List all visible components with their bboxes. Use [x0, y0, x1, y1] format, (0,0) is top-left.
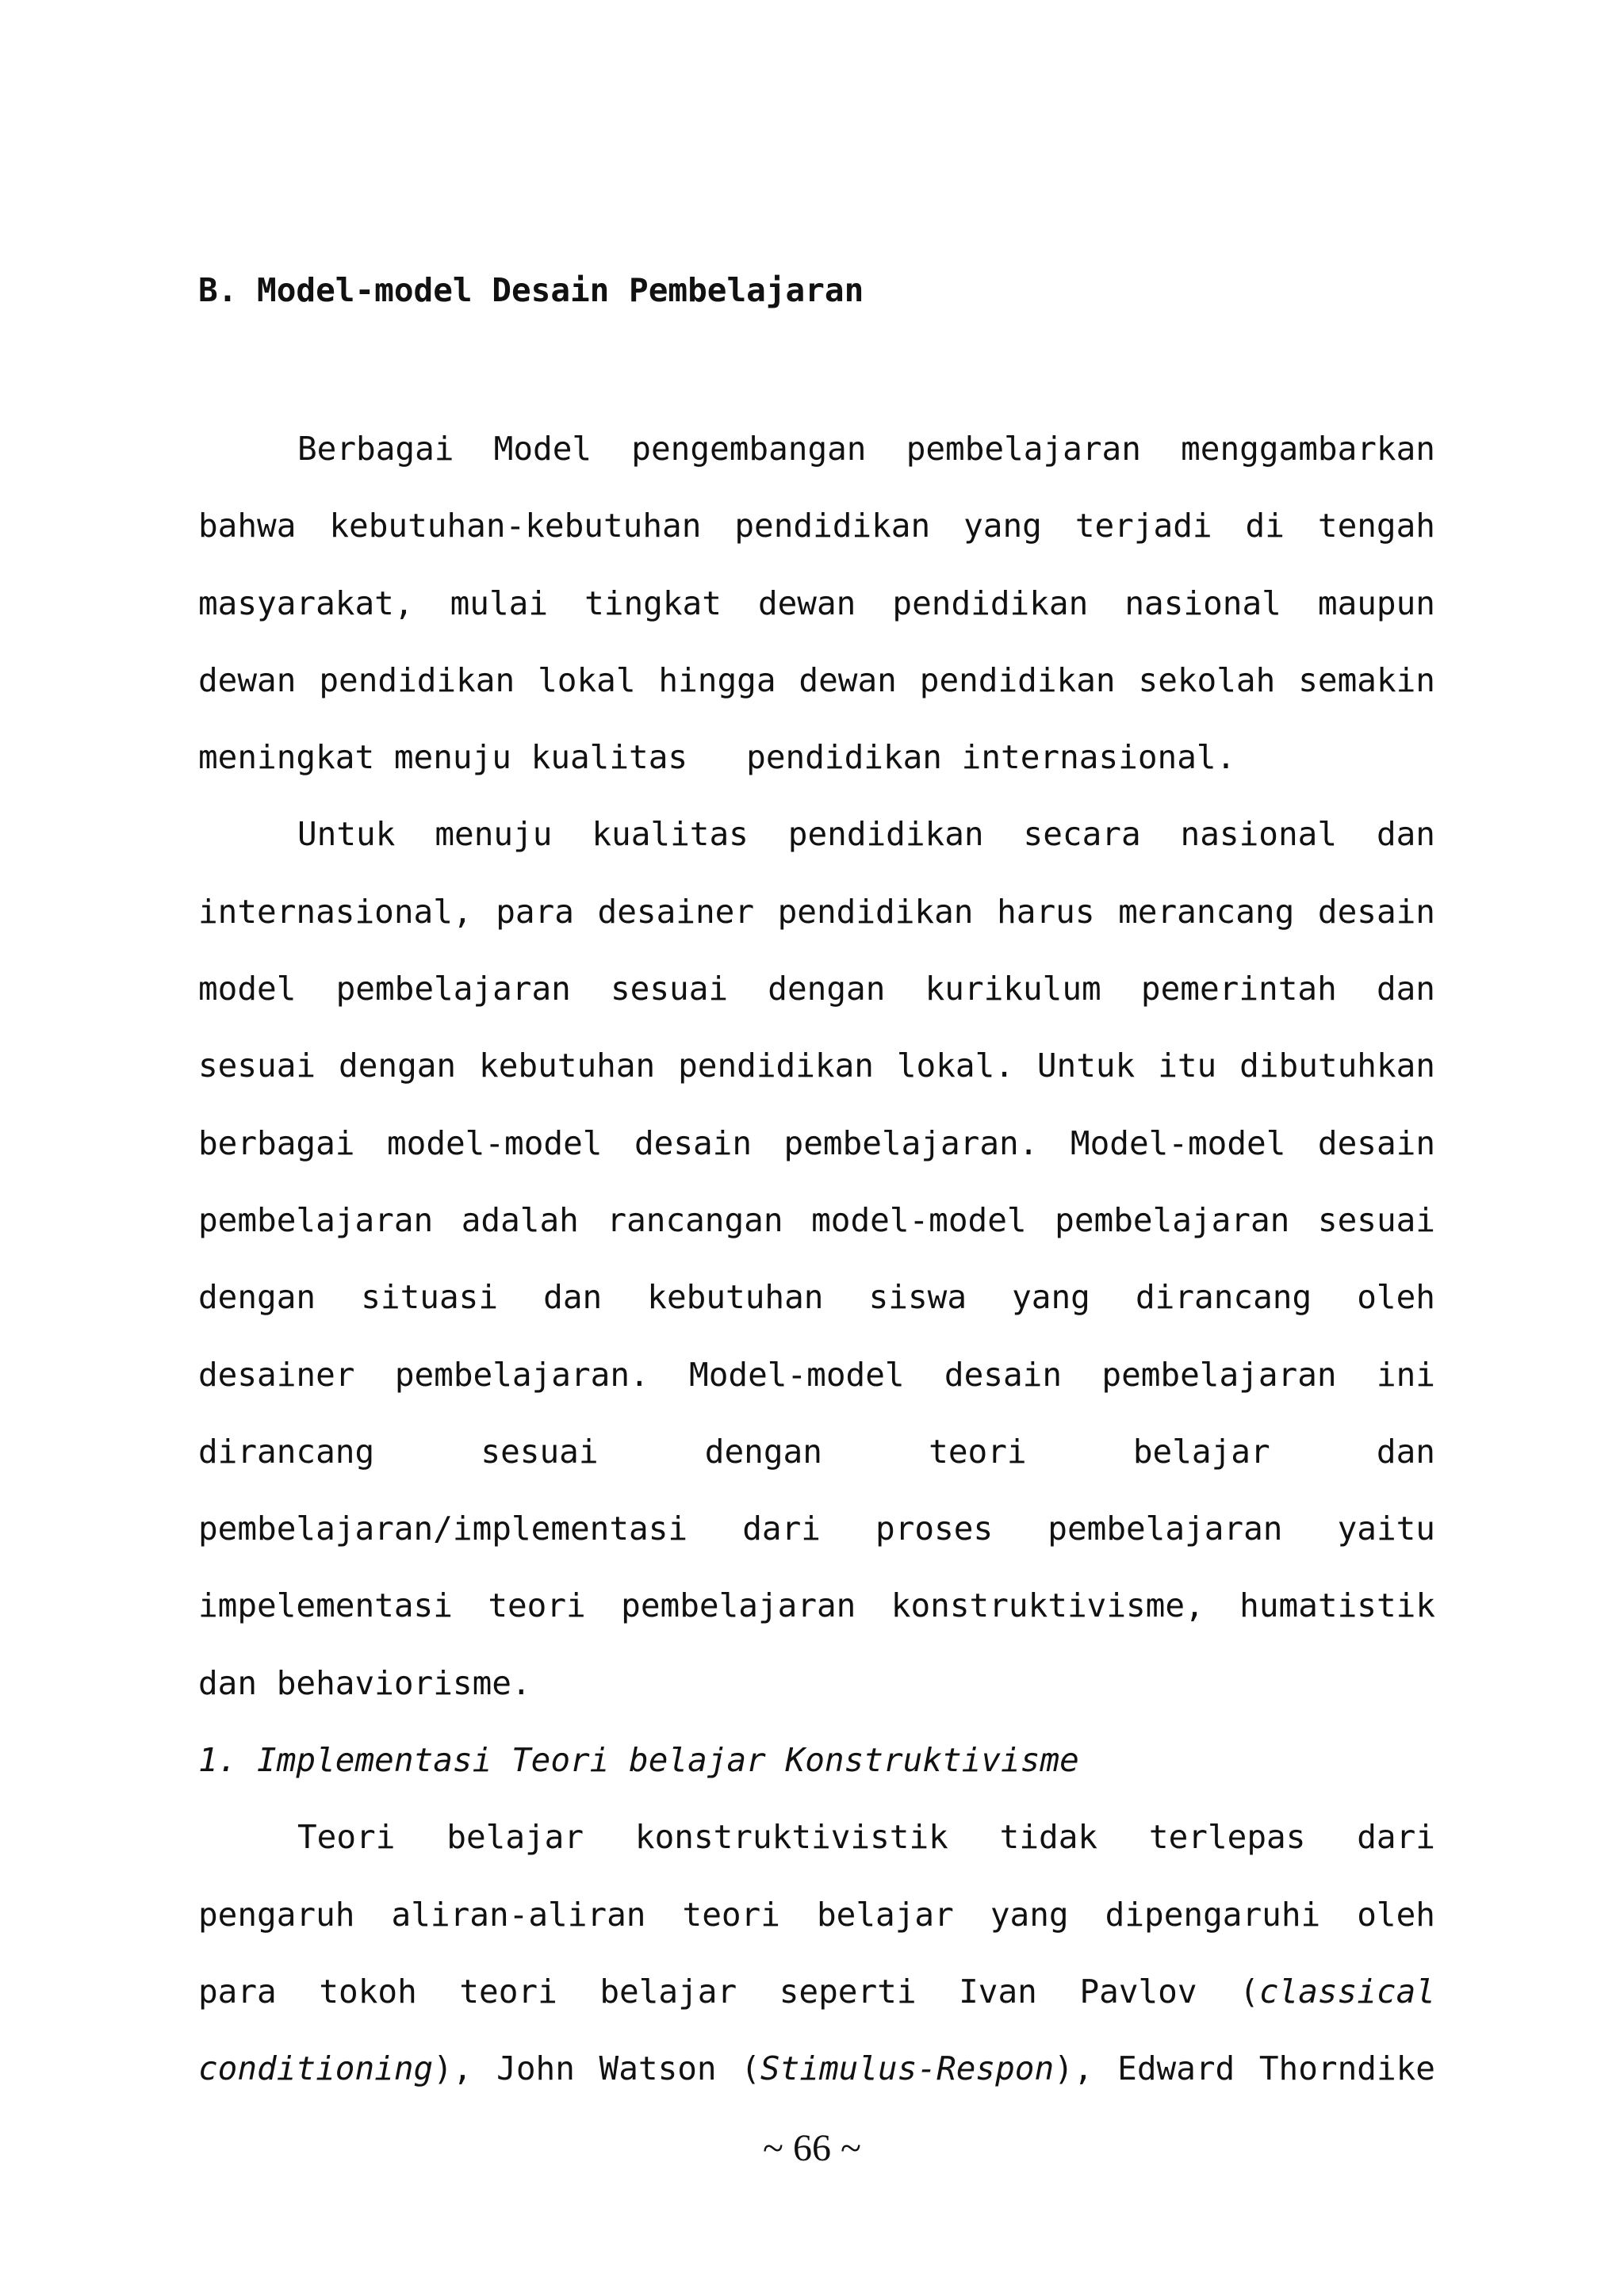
paragraph-line: impelementasi teori pembelajaran konstruktivisme, humatistik	[198, 1586, 1435, 1625]
paragraph-line: dirancang sesuai dengan teori belajar dan	[198, 1432, 1435, 1471]
paragraph-line: para tokoh teori belajar seperti Ivan Pavlov (classical	[198, 1972, 1435, 2011]
page-number: ~ 66 ~	[763, 2127, 861, 2169]
paragraph-line: pengaruh aliran-aliran teori belajar yang dipengaruhi oleh	[198, 1895, 1435, 1934]
paragraph-line: conditioning), John Watson (Stimulus-Respon), Edward Thorndike	[198, 2049, 1435, 2088]
paragraph-line: dan behaviorisme.	[198, 1663, 531, 1702]
paragraph-line: Untuk menuju kualitas pendidikan secara nasional dan	[297, 815, 1435, 854]
paragraph-line: desainer pembelajaran. Model-model desain pembelajaran ini	[198, 1355, 1435, 1394]
paragraph-line: pembelajaran/implementasi dari proses pembelajaran yaitu	[198, 1510, 1435, 1548]
body-text	[198, 427, 1435, 2124]
subsection-heading: 1. Implementasi Teori belajar Konstruktivisme	[198, 1741, 1079, 1780]
paragraph-line: model pembelajaran sesuai dengan kurikulum pemerintah dan	[198, 970, 1435, 1008]
paragraph-line: pembelajaran adalah rancangan model-model pembelajaran sesuai	[198, 1200, 1435, 1239]
paragraph-line: Berbagai Model pengembangan pembelajaran menggambarkan	[297, 430, 1435, 468]
paragraph-line: dewan pendidikan lokal hingga dewan pendidikan sekolah semakin	[198, 660, 1435, 699]
section-heading: B. Model-model Desain Pembelajaran	[198, 271, 864, 309]
paragraph-line: Teori belajar konstruktivistik tidak terlepas dari	[297, 1818, 1435, 1857]
paragraph-line: masyarakat, mulai tingkat dewan pendidikan nasional maupun	[198, 584, 1435, 622]
paragraph-line: sesuai dengan kebutuhan pendidikan lokal. Untuk itu dibutuhkan	[198, 1047, 1435, 1085]
paragraph-line: internasional, para desainer pendidikan harus merancang desain	[198, 892, 1435, 931]
paragraph-line: bahwa kebutuhan-kebutuhan pendidikan yang terjadi di tengah	[198, 507, 1435, 545]
paragraph-line: berbagai model-model desain pembelajaran. Model-model desain	[198, 1123, 1435, 1162]
paragraph-line: dengan situasi dan kebutuhan siswa yang dirancang oleh	[198, 1278, 1435, 1317]
paragraph-line: meningkat menuju kualitas pendidikan internasional.	[198, 738, 1236, 777]
